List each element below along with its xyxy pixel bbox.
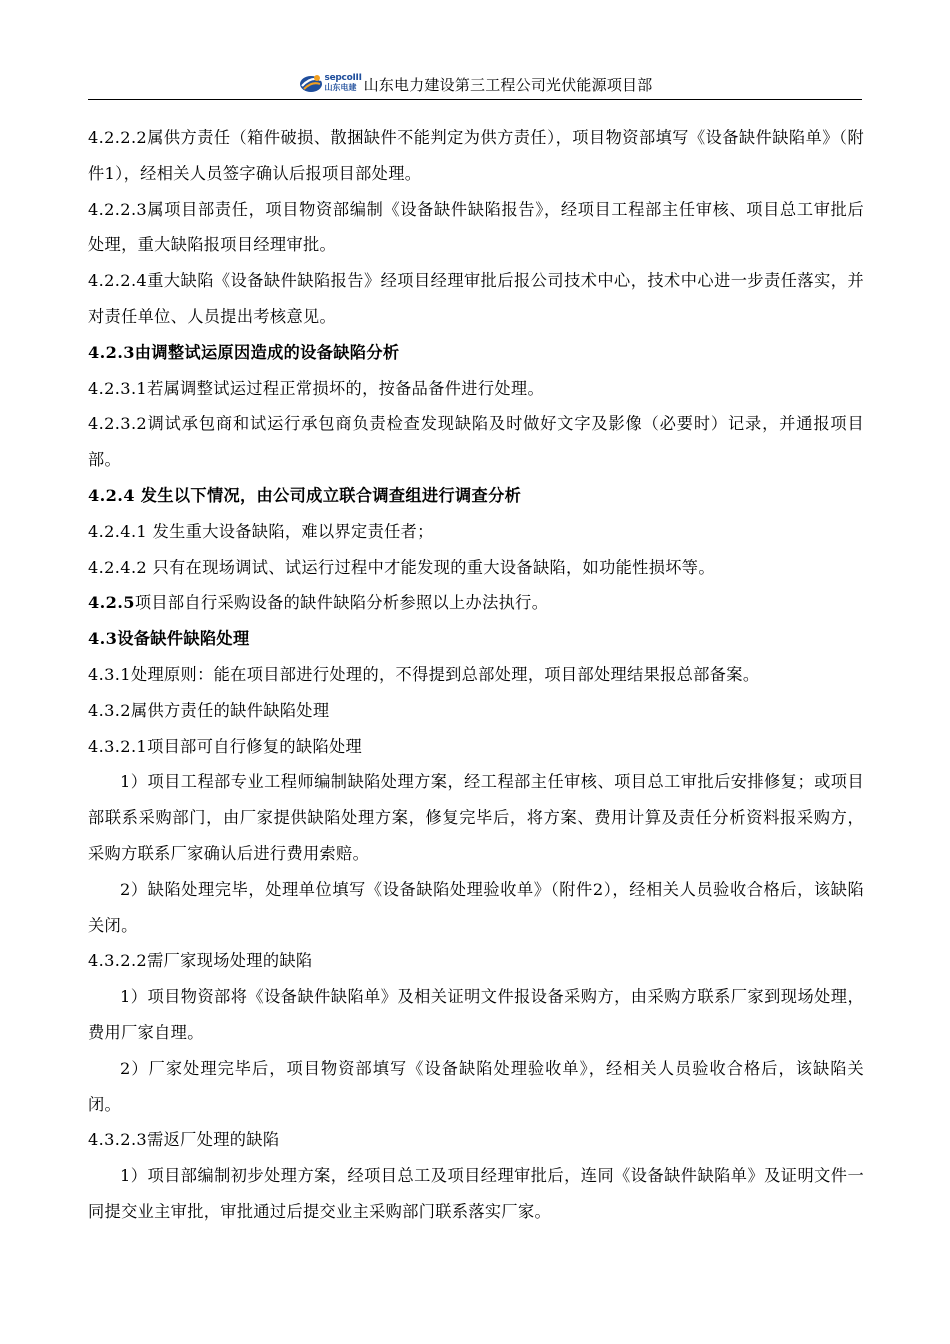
clause-4-2-2-4: 4.2.2.4重大缺陷《设备缺件缺陷报告》经项目经理审批后报公司技术中心，技术中心进一步责任落实，并对责任单位、人员提出考核意见。 <box>88 271 864 326</box>
section-heading-4-3: 4.3设备缺件缺陷处理 <box>88 629 250 649</box>
clause-4-3-2-3: 4.3.2.3需返厂处理的缺陷 <box>88 1130 280 1150</box>
clause-4-2-4-1: 4.2.4.1 发生重大设备缺陷，难以界定责任者； <box>88 521 434 541</box>
section-heading-4-2-4: 4.2.4 发生以下情况，由公司成立联合调查组进行调查分析 <box>88 485 522 505</box>
clause-4-2-2-3: 4.2.2.3属项目部责任，项目物资部编制《设备缺件缺陷报告》，经项目工程部主任审核、项目总工审批后处理，重大缺陷报项目经理审批。 <box>88 199 864 255</box>
clause-4-3-2-1: 4.3.2.1项目部可自行修复的缺陷处理 <box>88 736 363 756</box>
clause-4-2-3-2: 4.2.3.2调试承包商和试运行承包商负责检查发现缺陷及时做好文字及影像（必要时）记录，并通报项目部。 <box>88 414 864 470</box>
list-item: 1）项目工程部专业工程师编制缺陷处理方案，经工程部主任审核、项目总工审批后安排修复；或项目部联系采购部门，由厂家提供缺陷处理方案，修复完毕后，将方案、费用计算及责任分析资料报采购方，采购方联系厂家确认后进行费用索赔。 <box>88 772 864 863</box>
clause-4-2-3-1: 4.2.3.1若属调整试运过程正常损坏的，按备品备件进行处理。 <box>88 378 544 398</box>
clause-number: 4.2.5 <box>88 593 135 613</box>
clause-4-3-1: 4.3.1处理原则：能在项目部进行处理的，不得提到总部处理，项目部处理结果报总部备案。 <box>88 664 760 684</box>
header-divider <box>88 99 862 100</box>
clause-4-2-4-2: 4.2.4.2 只有在现场调试、试运行过程中才能发现的重大设备缺陷，如功能性损坏等。 <box>88 557 715 577</box>
page-header <box>0 62 950 96</box>
company-logo <box>298 70 362 96</box>
logo-text-en: sepcoIII <box>324 73 362 83</box>
clause-4-3-2: 4.3.2属供方责任的缺件缺陷处理 <box>88 700 330 720</box>
logo-text-cn: 山东电建 <box>324 83 357 92</box>
list-item: 2）缺陷处理完毕，处理单位填写《设备缺陷处理验收单》（附件2），经相关人员验收合格后，该缺陷关闭。 <box>88 879 864 935</box>
section-heading-4-2-3: 4.2.3由调整试运原因造成的设备缺陷分析 <box>88 342 400 362</box>
header-title: 山东电力建设第三工程公司光伏能源项目部 <box>363 76 653 94</box>
clause-4-2-5 <box>88 585 864 621</box>
list-item: 1）项目部编制初步处理方案，经项目总工及项目经理审批后，连同《设备缺件缺陷单》及证明文件一同提交业主审批，审批通过后提交业主采购部门联系落实厂家。 <box>88 1166 864 1221</box>
list-item: 1）项目物资部将《设备缺件缺陷单》及相关证明文件报设备采购方，由采购方联系厂家到现场处理，费用厂家自理。 <box>88 987 864 1042</box>
clause-4-3-2-2: 4.3.2.2需厂家现场处理的缺陷 <box>88 951 313 971</box>
list-item: 2）厂家处理完毕后，项目物资部填写《设备缺陷处理验收单》，经相关人员验收合格后，该缺陷关闭。 <box>88 1058 864 1114</box>
clause-4-2-2-2: 4.2.2.2属供方责任（箱件破损、散捆缺件不能判定为供方责任），项目物资部填写《设备缺件缺陷单》（附件1），经相关人员签字确认后报项目部处理。 <box>88 128 864 183</box>
logo-icon <box>298 70 324 96</box>
document-body <box>88 120 864 1230</box>
clause-text: 项目部自行采购设备的缺件缺陷分析参照以上办法执行。 <box>134 593 549 613</box>
